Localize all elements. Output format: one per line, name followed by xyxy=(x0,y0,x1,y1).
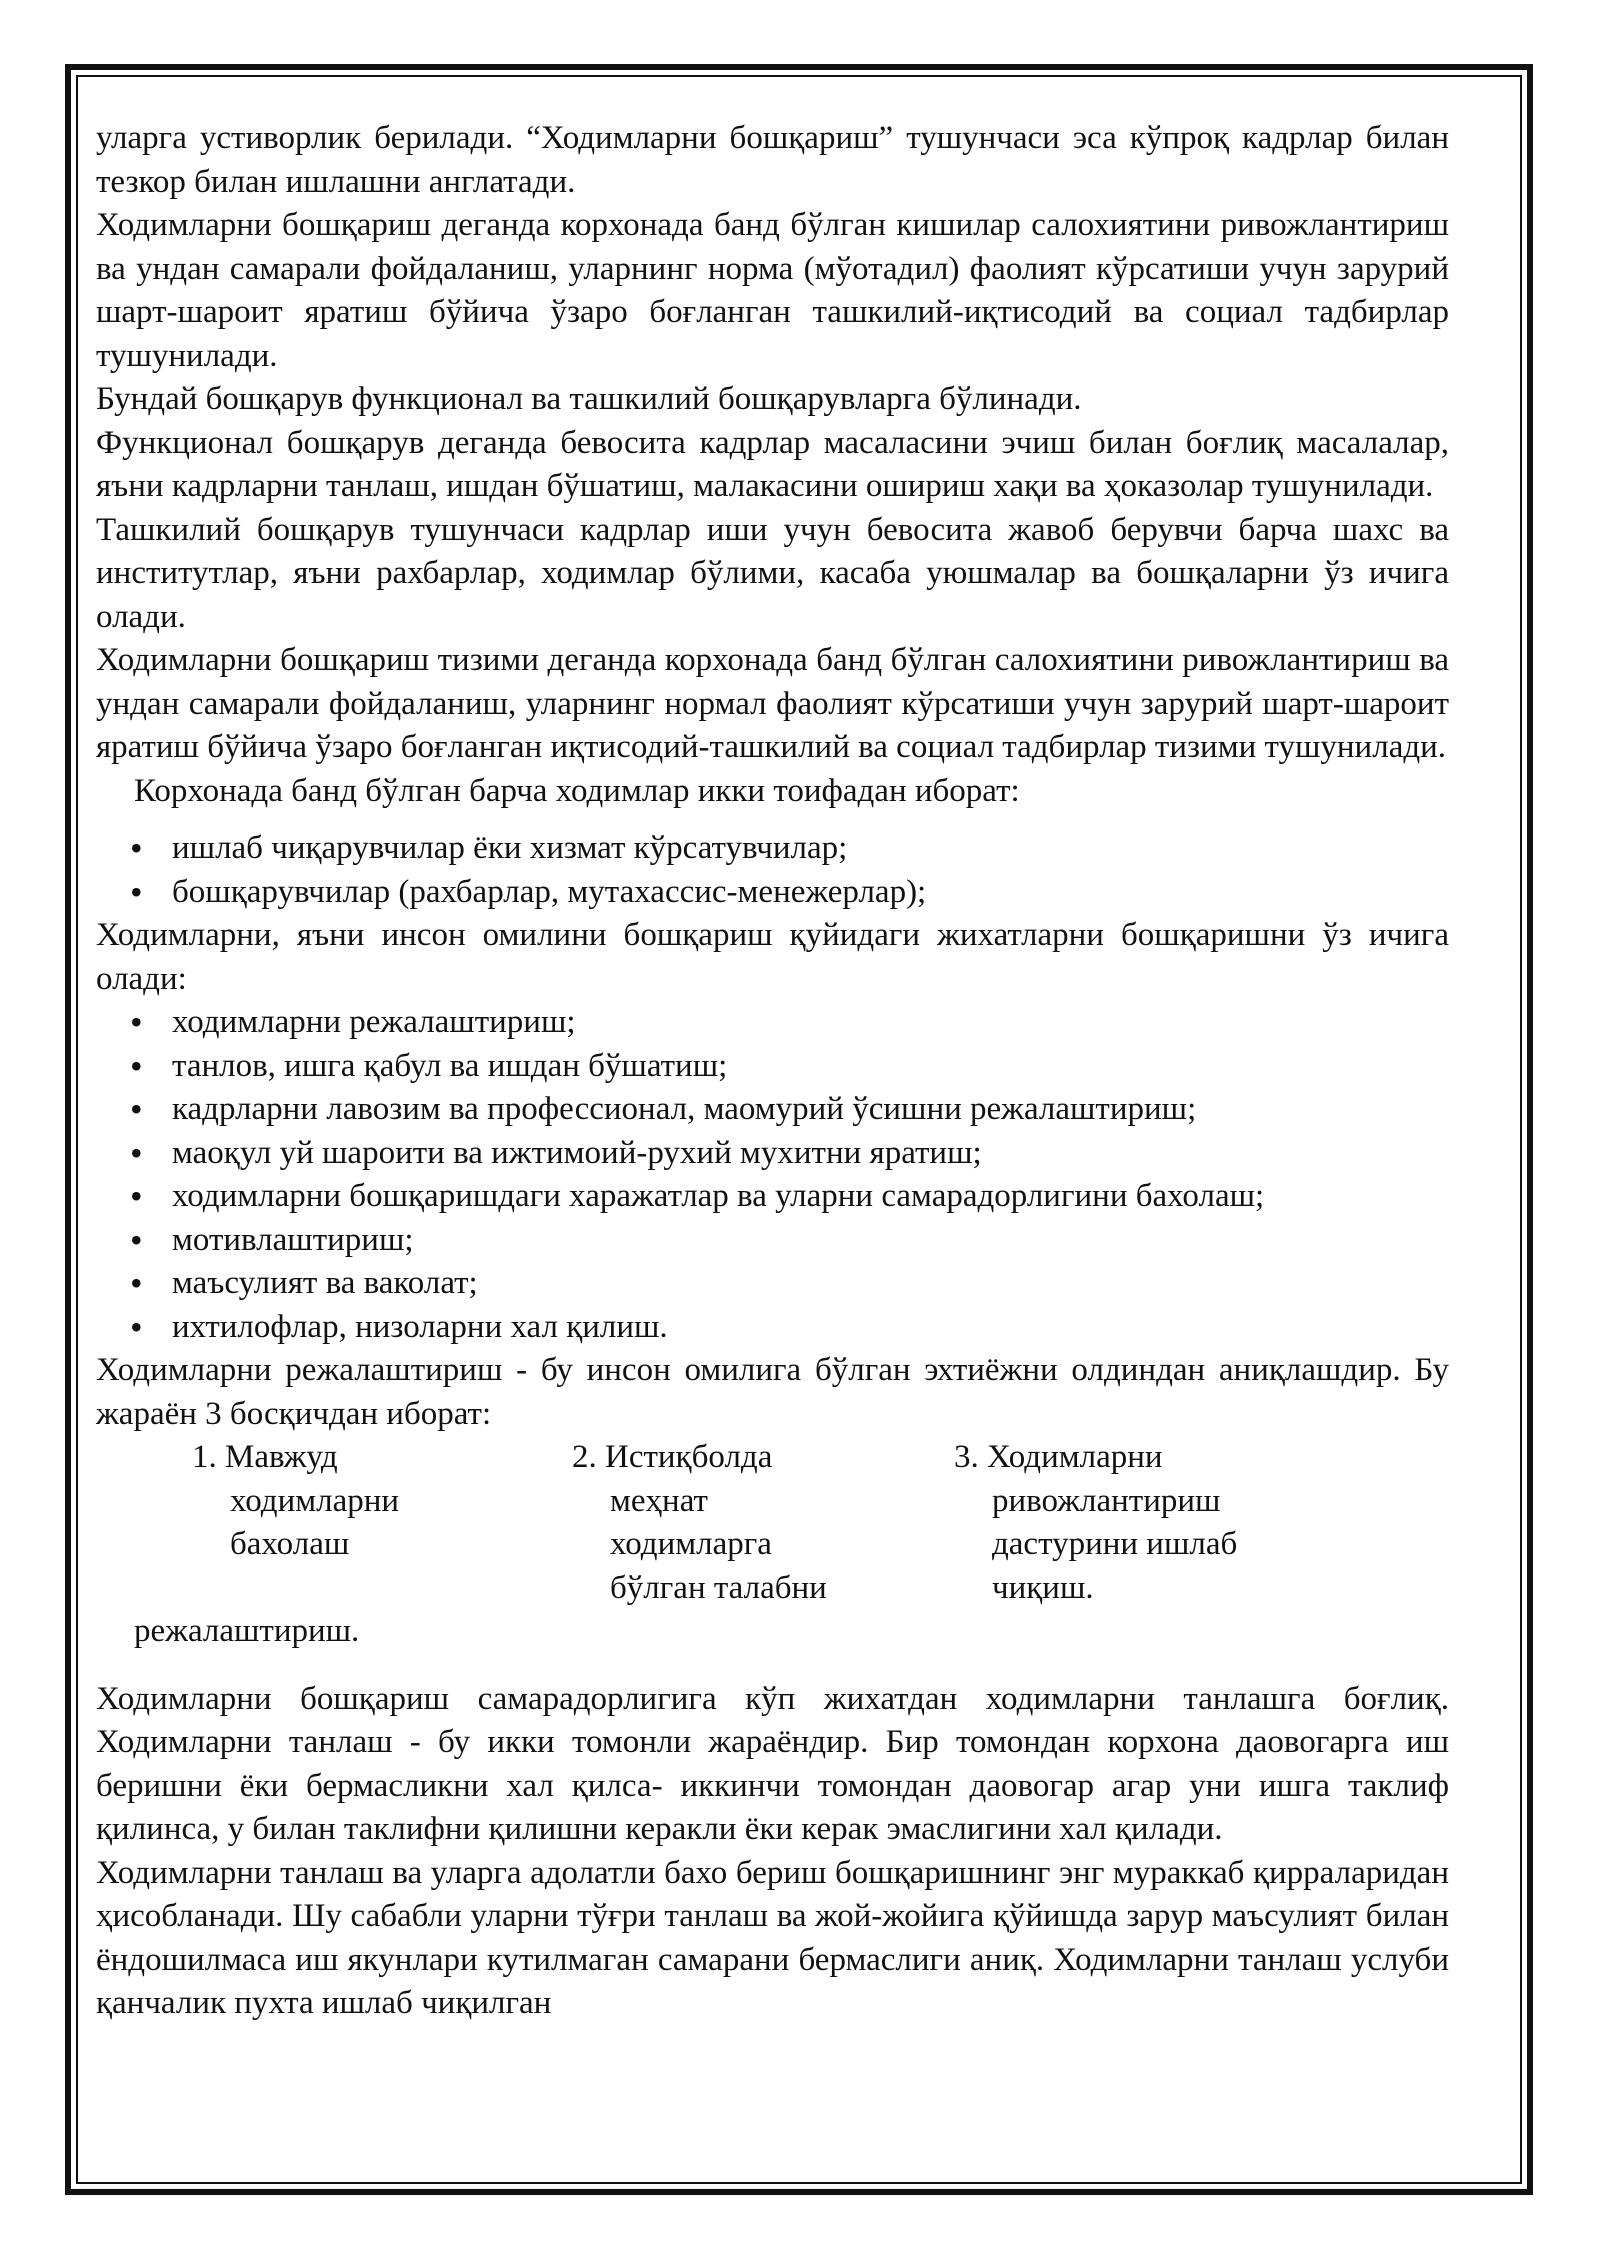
paragraph-functional-management: Функционал бошқарув деганда бевосита кадрлар масаласини эчиш билан боғлиқ масалалар, яъни кадрларни танлаш, ишдан бўшатиш, малакасини ошириш хақи ва ҳоказолар тушунилади. xyxy=(96,424,1449,504)
stage-text: дастурини ишлаб xyxy=(992,1526,1238,1562)
list-item: • кадрларни лавозим ва профессионал, маомурий ўсишни режалаштириш; xyxy=(96,1088,1449,1132)
planning-stages xyxy=(96,1436,1449,1610)
stage-text: бахолаш xyxy=(230,1526,350,1562)
stage-text: меҳнат xyxy=(610,1482,708,1519)
stage-item xyxy=(572,1436,872,1610)
stage-text: Истиқболда xyxy=(605,1439,773,1475)
paragraph-management-system: Ходимларни бошқариш тизими деганда корхонада банд бўлган салохиятини ривожлантириш ва ундан самарали фойдаланиш, уларнинг нормал фаолият кўрсатиши учун зарурий шарт-шароит яратиш бўйича ўзаро боғланган иқтисодий-ташкилий ва социал тадбирлар тизими тушунилади. xyxy=(96,642,1449,765)
stage-text: Ходимларни xyxy=(987,1439,1163,1475)
paragraph-management-types: Бундай бошқарув функционал ва ташкилий бошқарувларга бўлинади. xyxy=(96,381,1082,417)
list-item: • мотивлаштириш; xyxy=(96,1219,1449,1263)
stage-text: бўлган талабни xyxy=(610,1569,827,1606)
list-item: • ходимларни бошқаришдаги харажатлар ва уларни самарадорлигини бахолаш; xyxy=(96,1175,1449,1219)
stage-number: 3. xyxy=(954,1439,979,1475)
stage-number: 1. xyxy=(192,1439,217,1475)
list-item: • ишлаб чиқарувчилар ёки хизмат кўрсатувчилар; xyxy=(96,827,1449,871)
paragraph-aspects-intro: Ходимларни, яъни инсон омилини бошқариш қуйидаги жихатларни бошқаришни ўз ичига олади: xyxy=(96,917,1449,997)
paragraph-selection-evaluation: Ходимларни танлаш ва уларга адолатли бахо бериш бошқаришнинг энг мураккаб қирраларидан ҳисобланади. Шу сабабли уларни тўғри танлаш ва жой-жойига қўйишда зарур маъсулият билан ёндошилмаса иш якунлари кутилмаган самарани бермаслиги аниқ. Ходимларни танлаш услуби қанчалик пухта ишлаб чиқилган xyxy=(96,1854,1449,2021)
stage-item xyxy=(954,1436,1314,1610)
groups-list xyxy=(96,827,1449,914)
list-item: • ходимларни режалаштириш; xyxy=(96,1001,1449,1045)
stage-item xyxy=(192,1436,452,1567)
paragraph-staff-management-definition: Ходимларни бошқариш деганда корхонада банд бўлган кишилар салохиятини ривожлантириш ва ундан самарали фойдаланиш, уларнинг норма (мўотадил) фаолият кўрсатиши учун зарурий шарт-шароит яратиш бўйича ўзаро боғланган ташкилий-иқтисодий ва социал тадбирлар тушунилади. xyxy=(96,207,1449,374)
list-item: • бошқарувчилар (рахбарлар, мутахассис-менежерлар); xyxy=(96,871,1449,915)
stage-text: чиқиш. xyxy=(992,1569,1094,1606)
paragraph-organizational-management: Ташкилий бошқарув тушунчаси кадрлар иши учун бевосита жавоб берувчи барча шахс ва институтлар, яъни рахбарлар, ходимлар бўлими, касаба уюшмалар ва бошқаларни ўз ичига олади. xyxy=(96,511,1449,635)
list-item: • маоқул уй шароити ва ижтимоий-рухий мухитни яратиш; xyxy=(96,1132,1449,1176)
stage-number: 2. xyxy=(572,1439,597,1475)
stage-text: ходимларни xyxy=(230,1482,400,1519)
paragraph-selection-effectiveness: Ходимларни бошқариш самарадорлигига кўп жихатдан ходимларни танлашга боғлиқ. Ходимларни танлаш - бу икки томонли жараёндир. Бир томондан корхона даовогарга иш беришни ёки бермасликни хал қилса- иккинчи томондан даовогар агар уни ишга таклиф қилинса, у билан таклифни қилишни керакли ёки керак эмаслигини хал қилади. xyxy=(96,1680,1449,1847)
document-body xyxy=(96,117,1449,2026)
paragraph-planning-intro: Ходимларни режалаштириш - бу инсон омилига бўлган эхтиёжни олдиндан аниқлашдир. Бу жараён 3 босқичдан иборат: xyxy=(96,1352,1449,1432)
stages-tail-text: режалаштириш. xyxy=(134,1613,360,1649)
paragraph-continuation: уларга устиворлик берилади. “Ходимларни бошқариш” тушунчаси эса кўпроқ кадрлар билан тезкор билан ишлашни англатади. xyxy=(96,120,1449,200)
list-item: • танлов, ишга қабул ва ишдан бўшатиш; xyxy=(96,1045,1449,1089)
list-item: • маъсулият ва ваколат; xyxy=(96,1262,1449,1306)
stage-text: ходимларга xyxy=(610,1526,772,1562)
stage-text: ривожлантириш xyxy=(992,1482,1221,1519)
list-item: • ихтилофлар, низоларни хал қилиш. xyxy=(96,1306,1449,1350)
stage-text: Мавжуд xyxy=(225,1439,338,1475)
paragraph-groups-intro: Корхонада банд бўлган барча ходимлар икки тоифадан иборат: xyxy=(134,772,1020,809)
aspects-list xyxy=(96,1001,1449,1349)
